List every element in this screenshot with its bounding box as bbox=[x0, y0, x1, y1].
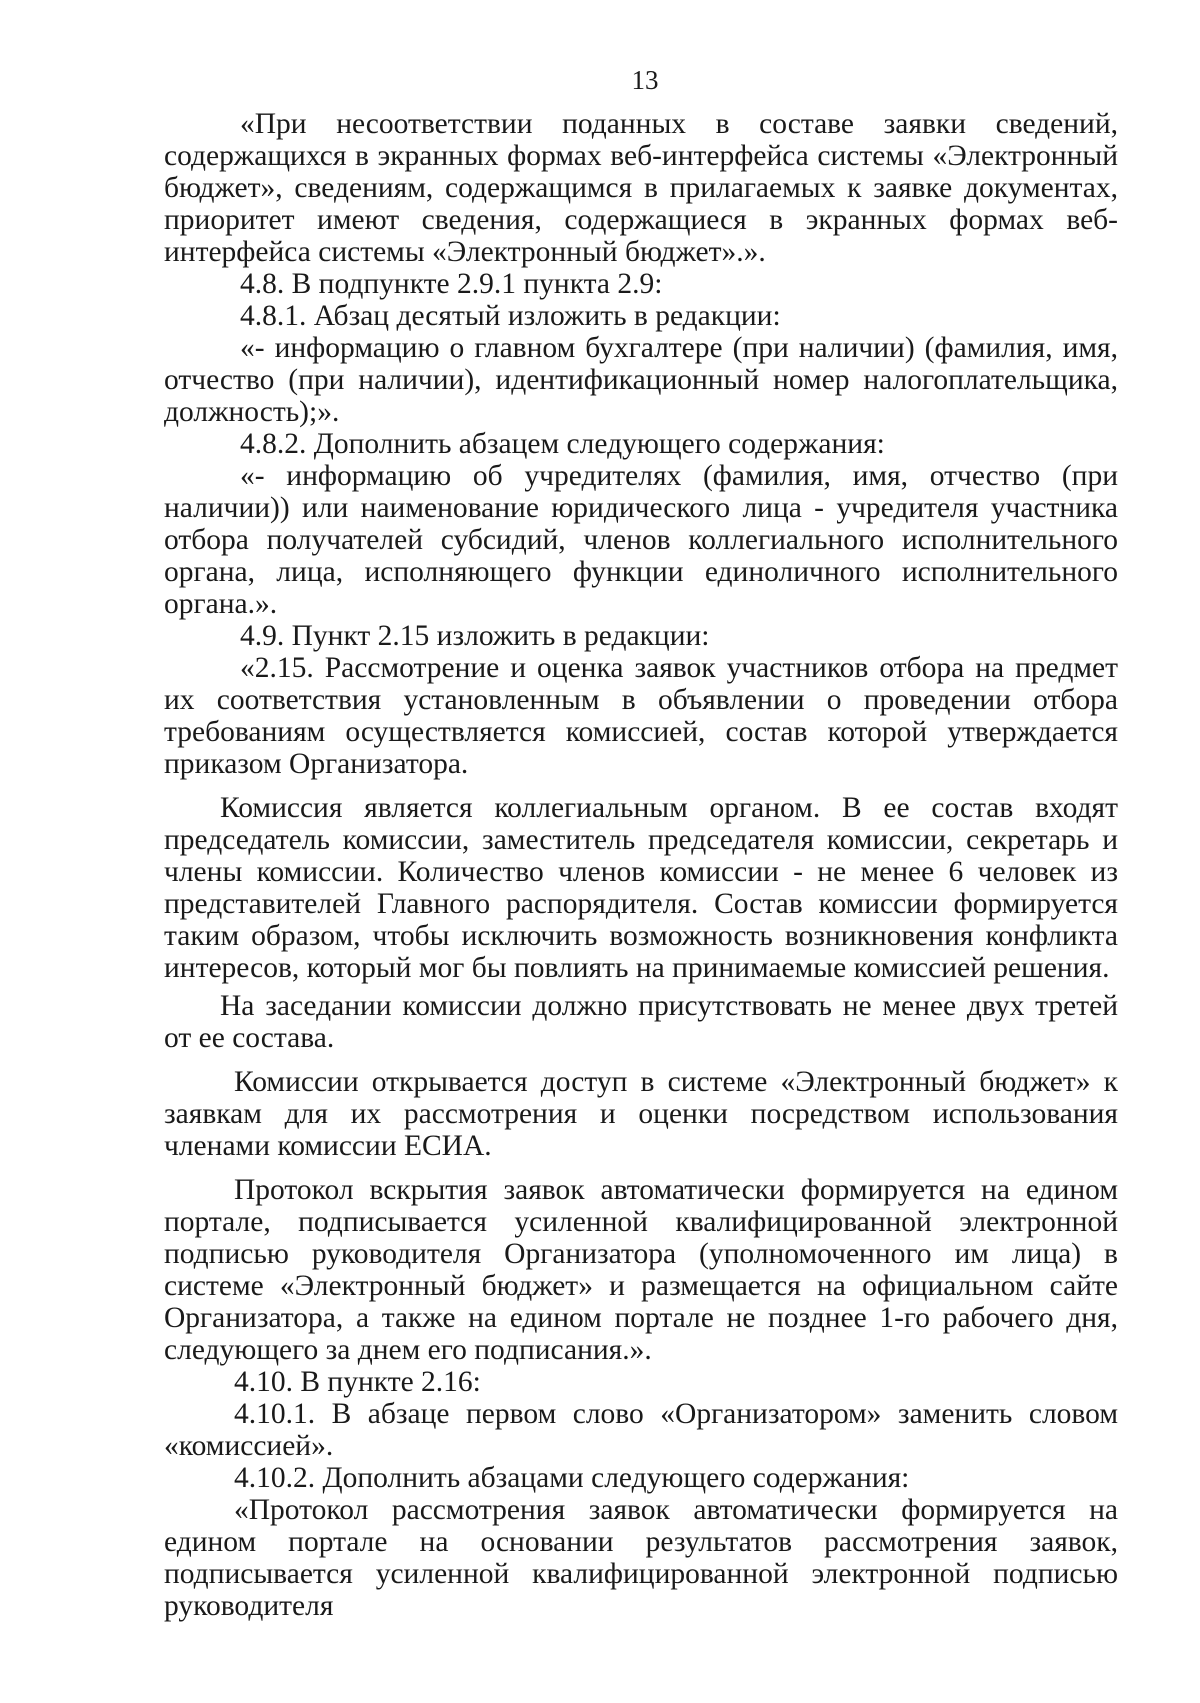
paragraph: 4.8. В подпункте 2.9.1 пункта 2.9: bbox=[240, 268, 663, 300]
paragraph: «- информацию об учредителях (фамилия, имя, отчество (при наличии)) или наименование юридического лица - учредителя участника отбора получателей субсидий, членов коллегиального исполнительного органа, лица, исполняющего функции единоличного исполнительного органа.». bbox=[164, 460, 1118, 620]
paragraph: Протокол вскрытия заявок автоматически формируется на едином портале, подписывается усиленной квалифицированной электронной подписью руководителя Организатора (уполномоченного им лица) в системе «Электронный бюджет» и размещается на официальном сайте Организатора, а также на едином портале не позднее 1-го рабочего дня, следующего за днем его подписания.». bbox=[164, 1174, 1118, 1366]
document-body bbox=[164, 108, 1118, 1622]
paragraph: 4.10.1. В абзаце первом слово «Организатором» заменить словом «комиссией». bbox=[164, 1398, 1118, 1462]
paragraph: 4.10.2. Дополнить абзацами следующего содержания: bbox=[234, 1462, 910, 1494]
paragraph: Комиссия является коллегиальным органом. В ее состав входят председатель комиссии, заместитель председателя комиссии, секретарь и члены комиссии. Количество членов комиссии - не менее 6 человек из представителей Главного распорядителя. Состав комиссии формируется таким образом, чтобы исключить возможность возникновения конфликта интересов, который мог бы повлиять на принимаемые комиссией решения. bbox=[164, 792, 1118, 984]
paragraph: 4.8.1. Абзац десятый изложить в редакции: bbox=[240, 300, 781, 332]
page-number: 13 bbox=[631, 65, 659, 95]
paragraph: 4.10. В пункте 2.16: bbox=[234, 1366, 481, 1398]
paragraph: На заседании комиссии должно присутствовать не менее двух третей от ее состава. bbox=[164, 990, 1118, 1054]
paragraph: «Протокол рассмотрения заявок автоматически формируется на едином портале на основании результатов рассмотрения заявок, подписывается усиленной квалифицированной электронной подписью руководителя bbox=[164, 1494, 1118, 1622]
paragraph: Комиссии открывается доступ в системе «Электронный бюджет» к заявкам для их рассмотрения и оценки посредством использования членами комиссии ЕСИА. bbox=[164, 1066, 1118, 1162]
paragraph: «2.15. Рассмотрение и оценка заявок участников отбора на предмет их соответствия установленным в объявлении о проведении отбора требованиям осуществляется комиссией, состав которой утверждается приказом Организатора. bbox=[164, 652, 1118, 780]
paragraph: «- информацию о главном бухгалтере (при наличии) (фамилия, имя, отчество (при наличии), идентификационный номер налогоплательщика, должность);». bbox=[164, 332, 1118, 428]
paragraph: 4.9. Пункт 2.15 изложить в редакции: bbox=[240, 620, 710, 652]
paragraph: 4.8.2. Дополнить абзацем следующего содержания: bbox=[240, 428, 885, 460]
paragraph: «При несоответствии поданных в составе заявки сведений, содержащихся в экранных формах веб-интерфейса системы «Электронный бюджет», сведениям, содержащимся в прилагаемых к заявке документах, приоритет имеют сведения, содержащиеся в экранных формах веб-интерфейса системы «Электронный бюджет».». bbox=[164, 108, 1118, 268]
